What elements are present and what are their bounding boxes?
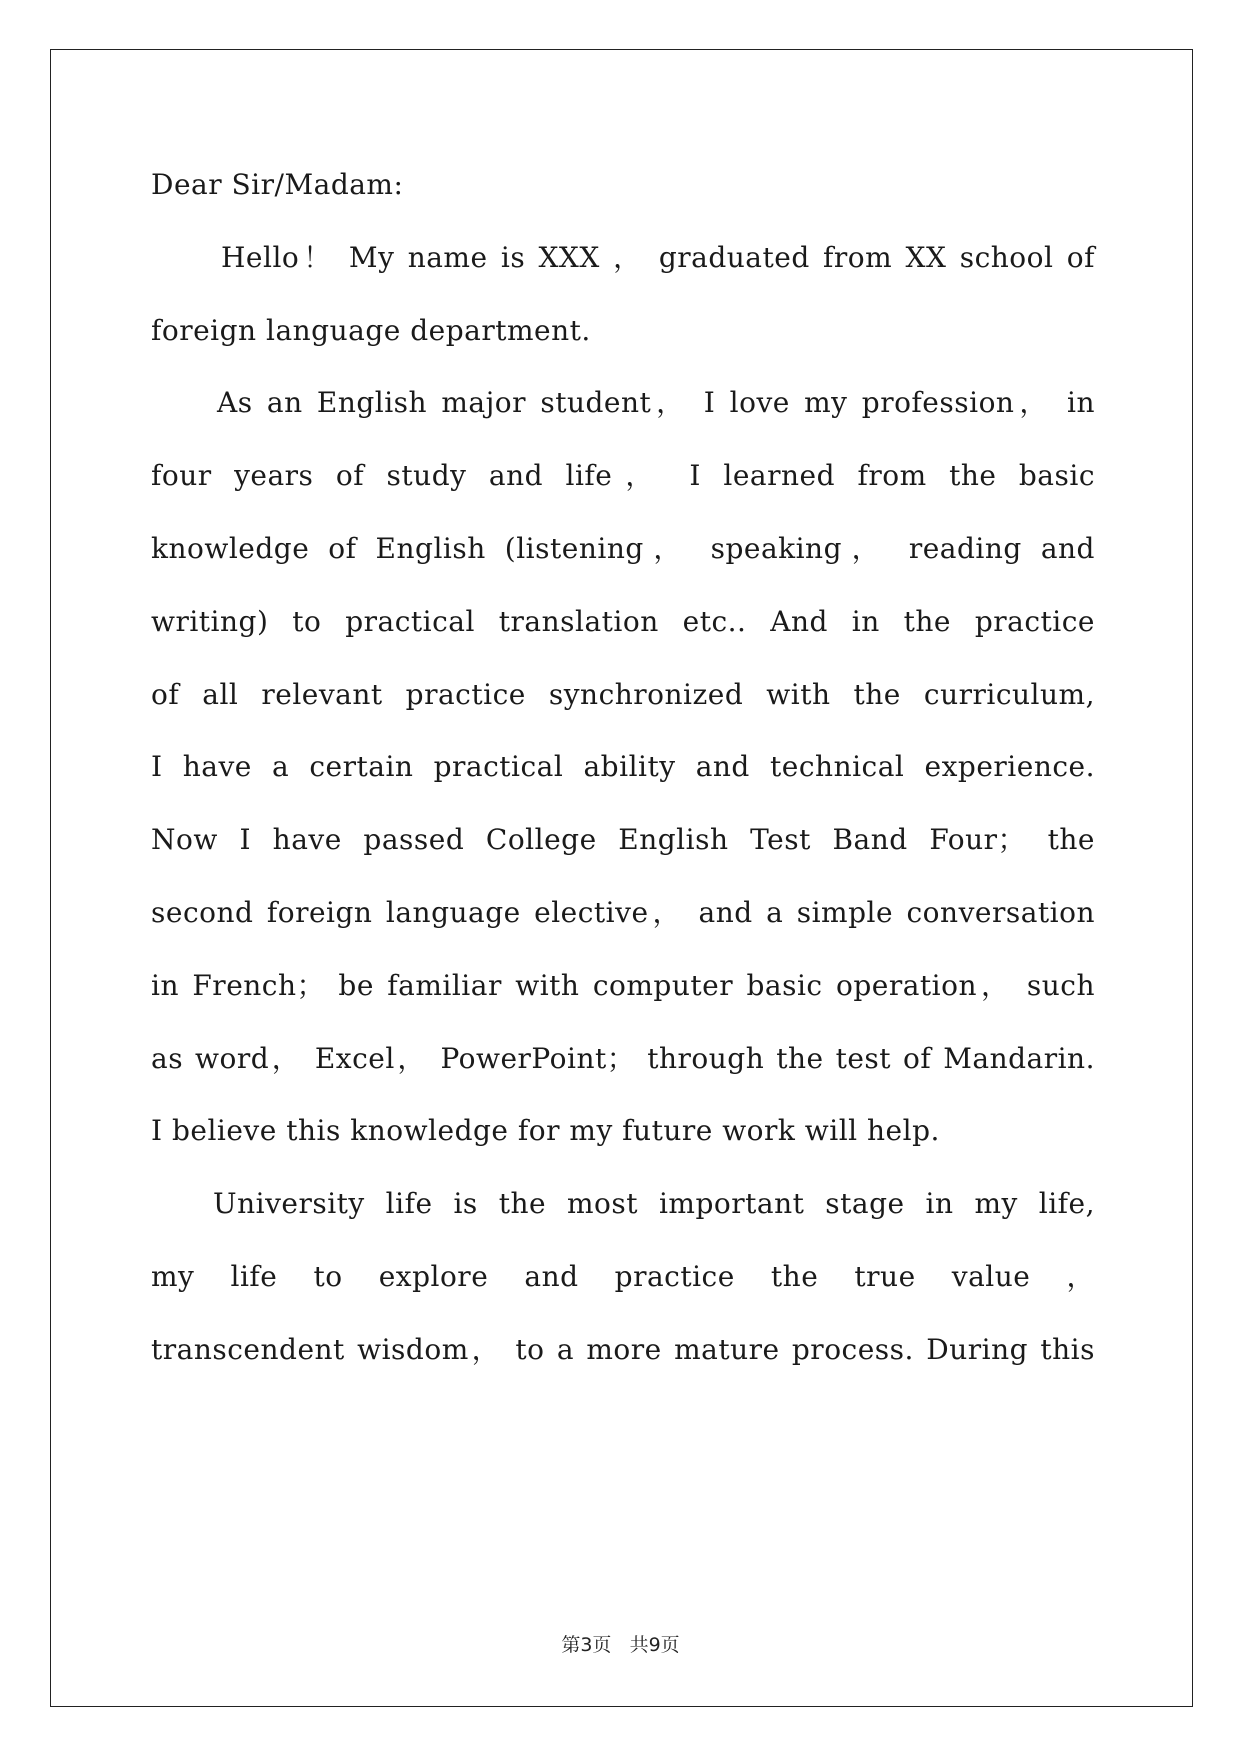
body-line: as word， Excel， PowerPoint； through the test of Mandarin. <box>151 1041 1095 1075</box>
body-line: my life to explore and practice the true value ， <box>151 1260 1095 1293</box>
body-line: Hello！ My name is XXX ， graduated from XX school of <box>221 240 1095 274</box>
body-line: in French； be familiar with computer basic operation， such <box>151 968 1095 1002</box>
salutation-line: Dear Sir/Madam: <box>151 168 404 201</box>
body-line: foreign language department. <box>151 313 591 347</box>
body-line: four years of study and life， I learned from the basic <box>151 459 1095 493</box>
page-footer <box>0 1630 1241 1657</box>
body-line: I have a certain practical ability and technical experience. <box>151 750 1095 784</box>
body-line: of all relevant practice synchronized with the curriculum, <box>151 677 1095 711</box>
body-line: knowledge of English (listening， speaking， reading and <box>151 532 1095 565</box>
body-line: As an English major student， I love my profession， in <box>217 386 1095 420</box>
body-line: second foreign language elective， and a simple conversation <box>151 896 1095 929</box>
body-line: transcendent wisdom， to a more mature process. During this <box>151 1332 1095 1366</box>
body-line: I believe this knowledge for my future work will help. <box>151 1114 940 1148</box>
page-frame <box>50 49 1193 1707</box>
page-number: 第3页 <box>561 1634 612 1656</box>
body-line: University life is the most important stage in my life, <box>213 1187 1095 1221</box>
page-total: 共9页 <box>629 1634 680 1656</box>
body-line: writing) to practical translation etc.. And in the practice <box>151 604 1095 638</box>
body-line: Now I have passed College English Test Band Four； the <box>151 823 1095 857</box>
